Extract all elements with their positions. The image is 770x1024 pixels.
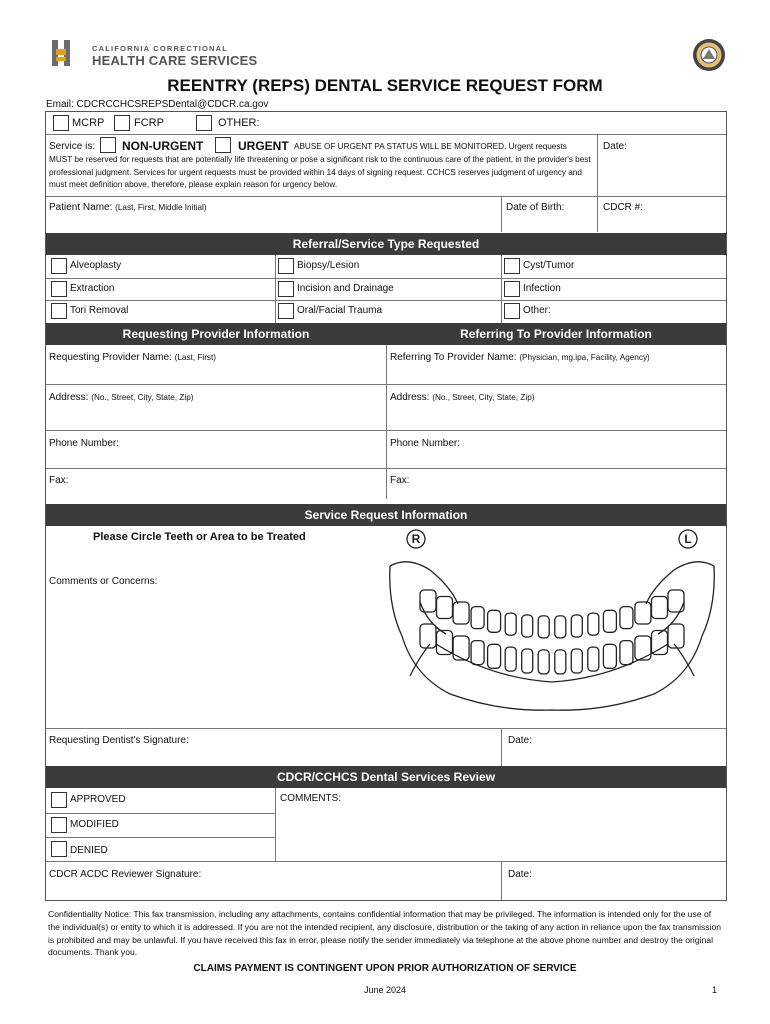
- fcrp-checkbox[interactable]: [114, 115, 130, 131]
- referring-name-label: Referring To Provider Name:: [390, 352, 517, 363]
- lower-tooth-1[interactable]: [420, 624, 436, 648]
- urgent-label: URGENT: [238, 139, 289, 153]
- lower-tooth-9[interactable]: [555, 650, 566, 674]
- referral-cyst-tumor-checkbox[interactable]: [504, 258, 520, 274]
- referring-fax-field[interactable]: Fax:: [390, 475, 410, 486]
- upper-tooth-14[interactable]: [635, 602, 651, 624]
- upper-tooth-9[interactable]: [555, 616, 566, 638]
- requesting-address-label: Address:: [49, 392, 89, 403]
- referral-biopsy-lesion-label: Biopsy/Lesion: [297, 260, 360, 271]
- requesting-name-label: Requesting Provider Name:: [49, 352, 172, 363]
- mcrp-checkbox[interactable]: [53, 115, 69, 131]
- modified-label: MODIFIED: [70, 819, 119, 830]
- left-side-marker: L: [684, 532, 692, 546]
- referral-extraction-label: Extraction: [70, 283, 115, 294]
- upper-tooth-8[interactable]: [538, 616, 549, 638]
- service-request-heading: Service Request Information: [46, 504, 726, 526]
- approved-label: APPROVED: [70, 794, 126, 805]
- upper-tooth-3[interactable]: [453, 602, 469, 624]
- requesting-address-hint: (No., Street, City, State, Zip): [91, 393, 194, 402]
- lower-tooth-15[interactable]: [652, 631, 668, 655]
- referring-provider-name-field[interactable]: [390, 352, 650, 363]
- right-side-marker: R: [411, 532, 421, 546]
- referral-tori-removal-checkbox[interactable]: [51, 303, 67, 319]
- review-section-heading: CDCR/CCHCS Dental Services Review: [46, 766, 726, 788]
- mcrp-label: MCRP: [72, 117, 105, 129]
- claims-payment-notice: CLAIMS PAYMENT IS CONTINGENT UPON PRIOR AUTHORIZATION OF SERVICE: [193, 963, 577, 974]
- contact-email: Email: CDCRCCHCSREPSDental@CDCR.ca.gov: [46, 99, 269, 110]
- referring-address-field[interactable]: [390, 392, 534, 403]
- patient-name-label: Patient Name:: [49, 202, 113, 213]
- lower-tooth-7[interactable]: [522, 649, 533, 673]
- referral-section-heading: Referral/Service Type Requested: [46, 233, 726, 255]
- referral-cyst-tumor-label: Cyst/Tumor: [523, 260, 575, 271]
- cdcr-number-field[interactable]: CDCR #:: [603, 202, 644, 213]
- dental-chart-diagram[interactable]: [380, 526, 720, 716]
- other-program-checkbox[interactable]: [196, 115, 212, 131]
- non-urgent-label: NON-URGENT: [122, 139, 204, 153]
- referring-address-label: Address:: [390, 392, 430, 403]
- requesting-provider-name-field[interactable]: [49, 352, 216, 363]
- page-number: 1: [712, 985, 718, 995]
- modified-checkbox[interactable]: [51, 817, 67, 833]
- referral-infection-label: Infection: [523, 283, 561, 294]
- upper-tooth-7[interactable]: [522, 615, 533, 637]
- form-title: REENTRY (REPS) DENTAL SERVICE REQUEST FORM: [167, 76, 603, 95]
- referral-other-label: Other:: [523, 305, 551, 316]
- lower-tooth-16[interactable]: [668, 624, 684, 648]
- upper-tooth-12[interactable]: [603, 610, 616, 632]
- referral-infection-checkbox[interactable]: [504, 281, 520, 297]
- service-date-label[interactable]: Date:: [603, 141, 627, 152]
- review-comments-field[interactable]: COMMENTS:: [280, 793, 342, 804]
- state-seal-icon: [692, 38, 726, 72]
- upper-tooth-13[interactable]: [620, 607, 633, 629]
- requesting-address-field[interactable]: [49, 392, 193, 403]
- referral-biopsy-lesion-checkbox[interactable]: [278, 258, 294, 274]
- dob-field[interactable]: Date of Birth:: [506, 202, 565, 213]
- reviewer-date-field[interactable]: Date:: [508, 869, 532, 880]
- circle-teeth-instruction: Please Circle Teeth or Area to be Treated: [93, 531, 306, 543]
- non-urgent-checkbox[interactable]: [100, 137, 116, 153]
- referral-incision-and-drainage-checkbox[interactable]: [278, 281, 294, 297]
- upper-tooth-5[interactable]: [488, 610, 501, 632]
- referral-alveoplasty-checkbox[interactable]: [51, 258, 67, 274]
- referral-oral-facial-trauma-label: Oral/Facial Trauma: [297, 305, 383, 316]
- confidentiality-notice: Confidentiality Notice: This fax transmission, including any attachments, contains confidential information that may be privileged. The information is intended only for the use of the individual(s) or entity to which it is addressed. If you are not the intended recipient, any disclosure, distribution or the taking of any action in reliance upon the fax transmission is prohibited and may be unlawful. If you have received this fax in error, please notify the sender immediately via telephone at the above phone number and destroy the original documents. Thank you.: [48, 909, 722, 958]
- urgent-checkbox[interactable]: [215, 137, 231, 153]
- referring-provider-heading: Referring To Provider Information: [386, 323, 726, 345]
- lower-tooth-10[interactable]: [571, 649, 582, 673]
- approved-checkbox[interactable]: [51, 792, 67, 808]
- upper-tooth-11[interactable]: [588, 613, 599, 635]
- referring-name-hint: (Physician, mg.ipa, Facility, Agency): [519, 353, 650, 362]
- patient-name-field[interactable]: [49, 202, 207, 213]
- upper-tooth-2[interactable]: [437, 597, 453, 619]
- urgent-notice-line1: ABUSE OF URGENT PA STATUS WILL BE MONITORED. Urgent requests: [294, 142, 567, 151]
- denied-checkbox[interactable]: [51, 841, 67, 857]
- referral-oral-facial-trauma-checkbox[interactable]: [278, 303, 294, 319]
- referring-phone-field[interactable]: Phone Number:: [390, 438, 461, 449]
- cchcs-logo-icon: [52, 38, 76, 68]
- org-name-line1: CALIFORNIA CORRECTIONAL: [92, 44, 229, 53]
- dentist-signature-date-field[interactable]: Date:: [508, 735, 532, 746]
- urgent-notice-body: MUST be reserved for requests that are potentially life threatening or pose a significant risk to the continuous care of the patient, in the provider's best professional judgment. Services for urgent requests must be provided within 14 days of signing request. CCHCS reserves judgment of urgency and must meet definition above, therefore, please explain reason for urgency below.: [49, 155, 591, 189]
- upper-tooth-4[interactable]: [471, 607, 484, 629]
- lower-tooth-14[interactable]: [635, 636, 651, 660]
- requesting-provider-heading: Requesting Provider Information: [46, 323, 386, 345]
- reviewer-signature-field[interactable]: CDCR ACDC Reviewer Signature:: [49, 869, 202, 880]
- referral-other-checkbox[interactable]: [504, 303, 520, 319]
- lower-tooth-4[interactable]: [471, 641, 484, 665]
- lower-tooth-11[interactable]: [588, 647, 599, 671]
- referring-address-hint: (No., Street, City, State, Zip): [432, 393, 535, 402]
- referral-incision-and-drainage-label: Incision and Drainage: [297, 283, 394, 294]
- service-is-label: Service is:: [49, 141, 96, 152]
- upper-tooth-15[interactable]: [652, 597, 668, 619]
- lower-tooth-3[interactable]: [453, 636, 469, 660]
- fcrp-label: FCRP: [134, 117, 164, 129]
- referral-tori-removal-label: Tori Removal: [70, 305, 129, 316]
- other-program-label: OTHER:: [218, 117, 260, 129]
- lower-tooth-12[interactable]: [603, 644, 616, 668]
- requesting-fax-field[interactable]: Fax:: [49, 475, 69, 486]
- form-frame: [45, 111, 727, 901]
- form-revision-date: June 2024: [363, 985, 407, 995]
- lower-tooth-8[interactable]: [538, 650, 549, 674]
- lower-tooth-6[interactable]: [505, 647, 516, 671]
- requesting-phone-field[interactable]: Phone Number:: [49, 438, 120, 449]
- upper-tooth-10[interactable]: [571, 615, 582, 637]
- upper-tooth-6[interactable]: [505, 613, 516, 635]
- patient-name-hint: (Last, First, Middle Initial): [115, 203, 207, 212]
- lower-tooth-2[interactable]: [437, 631, 453, 655]
- org-name-line2: HEALTH CARE SERVICES: [92, 53, 258, 68]
- denied-label: DENIED: [70, 845, 108, 856]
- referral-extraction-checkbox[interactable]: [51, 281, 67, 297]
- lower-tooth-5[interactable]: [488, 644, 501, 668]
- comments-concerns-field[interactable]: Comments or Concerns:: [49, 576, 158, 587]
- lower-tooth-13[interactable]: [620, 641, 633, 665]
- referral-alveoplasty-label: Alveoplasty: [70, 260, 122, 271]
- dentist-signature-field[interactable]: Requesting Dentist's Signature:: [49, 735, 189, 746]
- requesting-name-hint: (Last, First): [174, 353, 217, 362]
